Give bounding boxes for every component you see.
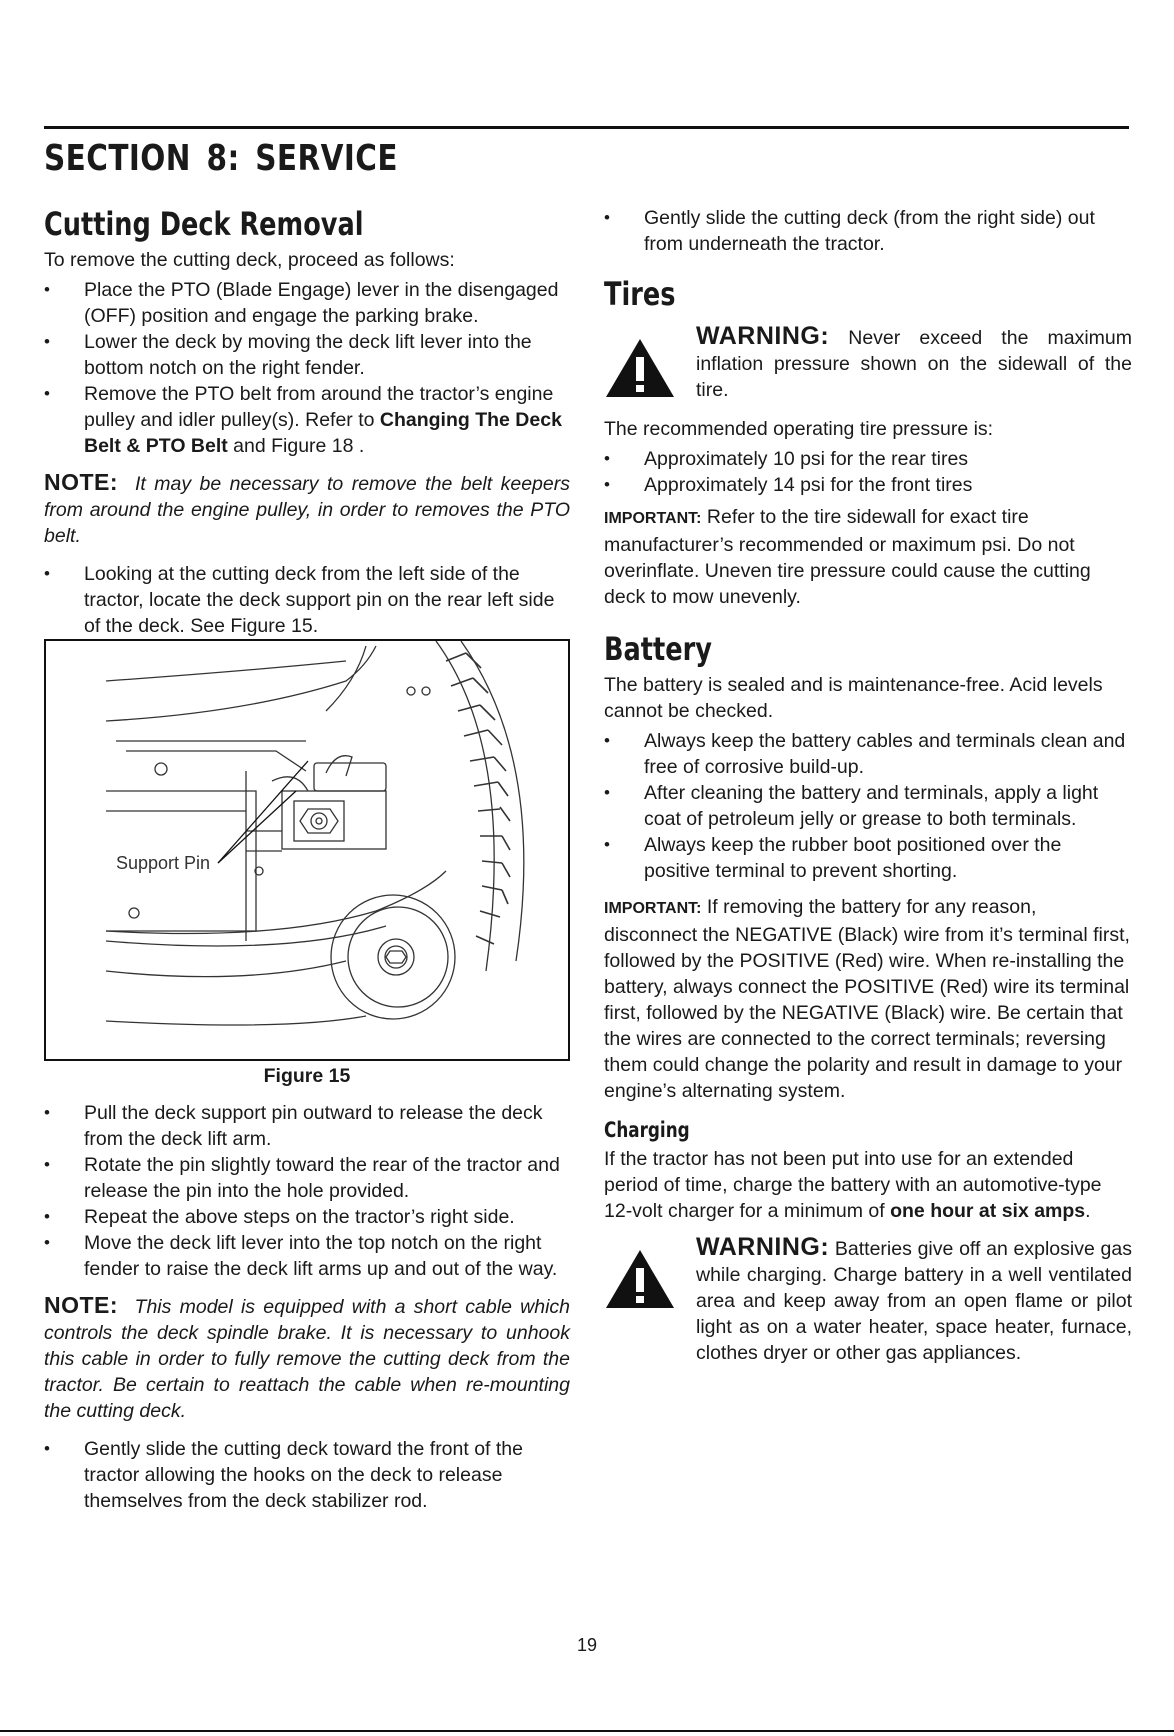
figure-15-illustration bbox=[44, 639, 570, 1061]
note-spindle-brake-cable: NOTE: This model is equipped with a short cable which controls the deck spindle brake. It is necessary to unhook this cable in order to fully remove the cutting deck from the tractor. Be certain to reattach the cable when re-mounting the cutting deck. bbox=[44, 1292, 570, 1422]
list-item: • Looking at the cutting deck from the left side of the tractor, locate the deck support pin on the rear left side of the deck. See Figure 15. bbox=[44, 563, 555, 637]
battery-heading: Battery bbox=[604, 630, 712, 668]
bullet-icon: • bbox=[44, 1103, 50, 1122]
list-item: • Remove the PTO belt from around the tractor’s engine pulley and idler pulley(s). Refer to Changing The Deck Belt & PTO Belt and Figure 18 . bbox=[44, 383, 562, 457]
bullet-icon: • bbox=[604, 783, 610, 802]
deck-support-pin-drawing bbox=[46, 641, 568, 1059]
intro-text: To remove the cutting deck, proceed as follows: bbox=[44, 249, 455, 271]
battery-intro: The battery is sealed and is maintenance-free. Acid levels cannot be checked. bbox=[604, 674, 1103, 722]
bullet-icon: • bbox=[604, 475, 610, 494]
note-belt-keepers: NOTE: It may be necessary to remove the belt keepers from around the engine pulley, in order to removes the PTO belt. bbox=[44, 469, 570, 547]
list-item: • Gently slide the cutting deck toward the front of the tractor allowing the hooks on the deck to release themselves from the deck stabilizer rod. bbox=[44, 1438, 523, 1512]
list-item: • Approximately 14 psi for the front tires bbox=[604, 474, 973, 496]
charging-heading: Charging bbox=[604, 1118, 690, 1142]
list-item: • Lower the deck by moving the deck lift lever into the bottom notch on the right fender. bbox=[44, 331, 532, 379]
warning-triangle-icon bbox=[604, 1234, 696, 1366]
list-item: • Always keep the rubber boot positioned over the positive terminal to prevent shorting. bbox=[604, 834, 1062, 882]
battery-important-note: IMPORTANT: If removing the battery for any reason, disconnect the NEGATIVE (Black) wire from it’s terminal first, followed by the POSITIVE (Red) wire. When re-installing the battery, always connect the POSITIVE (Red) wire its terminal first, followed by the NEGATIVE (Black) wire. Be certain that the wires are connected to the correct terminals; reversing them could change the polarity and result in damage to your engine’s alternating system. bbox=[604, 896, 1130, 1102]
support-pin-callout: Support Pin bbox=[116, 853, 211, 873]
bottom-rule bbox=[0, 1730, 1174, 1732]
list-item: • Pull the deck support pin outward to release the deck from the deck lift arm. bbox=[44, 1102, 543, 1150]
bullet-icon: • bbox=[604, 731, 610, 750]
page-number: 19 bbox=[576, 1635, 598, 1655]
bullet-icon: • bbox=[44, 280, 50, 299]
tire-pressure-intro: The recommended operating tire pressure is: bbox=[604, 418, 994, 440]
list-item: • Place the PTO (Blade Engage) lever in the disengaged (OFF) position and engage the parking brake. bbox=[44, 279, 559, 327]
charging-text: If the tractor has not been put into use for an extended period of time, charge the battery with an automotive-type 12-volt charger for a minimum of one hour at six amps. bbox=[604, 1148, 1102, 1222]
right-column bbox=[604, 205, 1132, 1378]
list-item: • After cleaning the battery and terminals, apply a light coat of petroleum jelly or grease to both terminals. bbox=[604, 782, 1099, 830]
tire-pressure-warning: WARNING: Never exceed the maximum inflation pressure shown on the sidewall of the tire. bbox=[604, 323, 1132, 404]
list-item: • Rotate the pin slightly toward the rear of the tractor and release the pin into the hole provided. bbox=[44, 1154, 560, 1202]
bullet-icon: • bbox=[44, 564, 50, 583]
bullet-icon: • bbox=[44, 332, 50, 351]
cutting-deck-removal-heading: Cutting Deck Removal bbox=[44, 205, 364, 243]
bullet-icon: • bbox=[604, 208, 610, 227]
bullet-icon: • bbox=[604, 449, 610, 468]
list-item: • Repeat the above steps on the tractor’s right side. bbox=[44, 1206, 515, 1228]
tire-important-note: IMPORTANT: Refer to the tire sidewall for exact tire manufacturer’s recommended or maximum psi. Do not overinflate. Uneven tire pressure could cause the cutting deck to mow unevenly. bbox=[604, 506, 1091, 608]
figure-caption: Figure 15 bbox=[263, 1065, 351, 1087]
bullet-icon: • bbox=[44, 384, 50, 403]
list-item: • Approximately 10 psi for the rear tires bbox=[604, 448, 969, 470]
list-item: • Move the deck lift lever into the top notch on the right fender to raise the deck lift arms up and out of the way. bbox=[44, 1232, 558, 1280]
list-item: • Gently slide the cutting deck (from the right side) out from underneath the tractor. bbox=[604, 207, 1095, 255]
tires-heading: Tires bbox=[604, 275, 676, 313]
charging-warning: WARNING: Batteries give off an explosive gas while charging. Charge battery in a well ventilated area and keep away from an open flame or pilot light as on a water heater, space heater, furnace, clothes dryer or other gas appliances. bbox=[604, 1234, 1132, 1366]
warning-triangle-icon bbox=[604, 323, 696, 404]
belt-reference: Changing The Deck Belt & PTO Belt bbox=[84, 409, 562, 457]
section-title: SECTION 8: SERVICE bbox=[44, 138, 398, 179]
bullet-icon: • bbox=[44, 1233, 50, 1252]
list-item: • Always keep the battery cables and terminals clean and free of corrosive build-up. bbox=[604, 730, 1126, 778]
bullet-icon: • bbox=[44, 1155, 50, 1174]
top-rule bbox=[44, 126, 1129, 129]
bullet-icon: • bbox=[44, 1207, 50, 1226]
left-column bbox=[44, 205, 570, 1514]
bullet-icon: • bbox=[44, 1439, 50, 1458]
bullet-icon: • bbox=[604, 835, 610, 854]
